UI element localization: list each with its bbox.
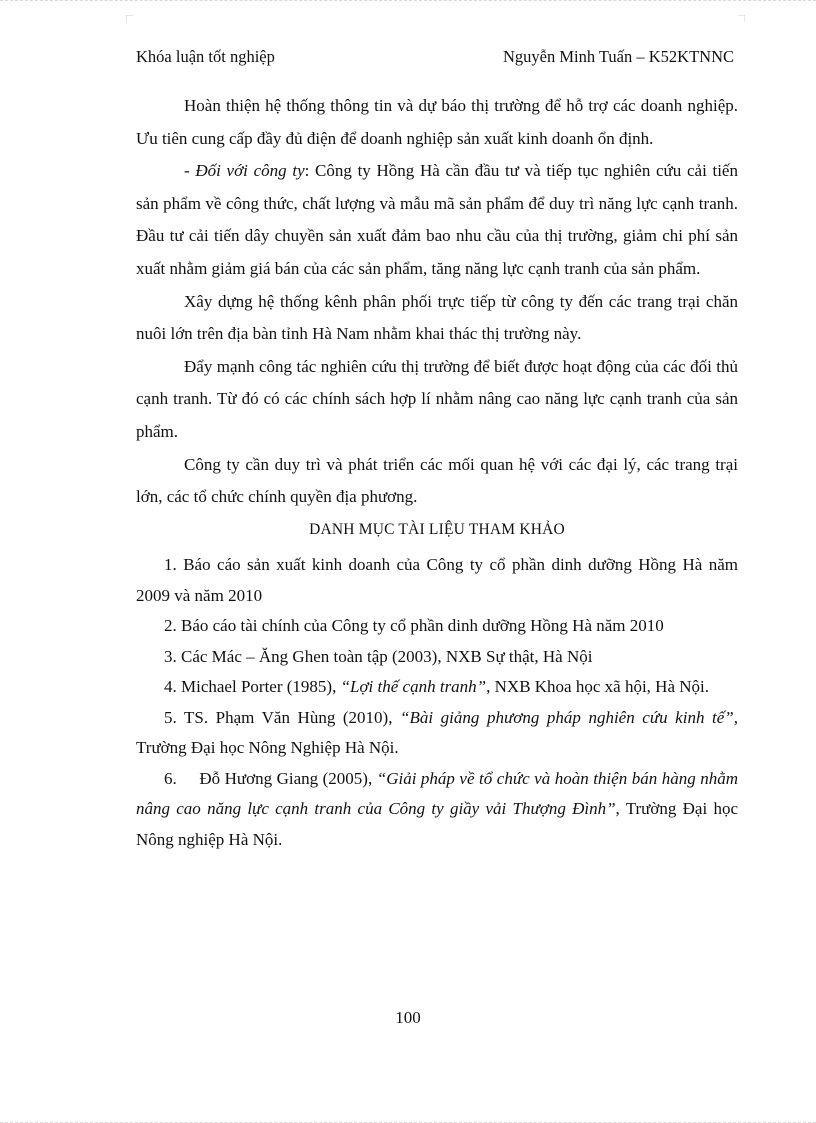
paragraph-text: : Công ty Hồng Hà cần đầu tư và tiếp tục nghiên cứu cải tiến sản phẩm về công thức, chất lượng và mẫu mã sản phẩm để duy trì năng lực cạnh tranh. Đầu tư cải tiến dây chuyền sản xuất đảm bao nhu cầu của thị trường, giảm chi phí sản xuất nhằm giảm giá bán của các sản phẩm, tăng năng lực cạnh tranh của sản phẩm.: [136, 161, 738, 278]
reference-title: “Lợi thế cạnh tranh”: [340, 677, 487, 697]
reference-item: [136, 642, 738, 673]
paragraph: [136, 155, 738, 285]
reference-number: 5.: [164, 707, 177, 727]
reference-publisher: , Trường Đại học Nông nghiệp Hà Nội.: [136, 799, 738, 849]
crop-mark-icon: [738, 15, 745, 22]
paragraph: Hoàn thiện hệ thống thông tin và dự báo thị trường để hỗ trợ các doanh nghiệp. Ưu tiên cung cấp đầy đủ điện để doanh nghiệp sản xuất kinh doanh ổn định.: [136, 96, 738, 148]
reference-text: Các Mác – Ăng Ghen toàn tập (2003), NXB Sự thật, Hà Nội: [181, 646, 593, 666]
reference-title: “Bài giảng phương pháp nghiên cứu kinh tế”: [400, 707, 734, 727]
document-body: [136, 90, 738, 855]
reference-text: Báo cáo tài chính của Công ty cổ phần dinh dưỡng Hồng Hà năm 2010: [181, 616, 664, 636]
reference-number: 3.: [164, 646, 177, 666]
reference-publisher: , Trường Đại học Nông Nghiệp Hà Nội.: [136, 707, 738, 758]
reference-text: Michael Porter (1985),: [181, 677, 341, 697]
reference-text: Đỗ Hương Giang (2005),: [199, 768, 377, 788]
references-heading: DANH MỤC TÀI LIỆU THAM KHẢO: [309, 520, 565, 538]
reference-text: TS. Phạm Văn Hùng (2010),: [184, 707, 401, 727]
paragraph: Đẩy mạnh công tác nghiên cứu thị trường để biết được hoạt động của các đối thủ cạnh tranh. Từ đó có các chính sách hợp lí nhằm nâng cao năng lực cạnh tranh của sản phẩm.: [136, 356, 738, 441]
reference-item: [136, 611, 738, 642]
paragraph: Xây dựng hệ thống kênh phân phối trực tiếp từ công ty đến các trang trại chăn nuôi lớn trên địa bàn tỉnh Hà Nam nhằm khai thác thị trường này.: [136, 291, 738, 344]
reference-number: 6.: [164, 768, 177, 788]
reference-title: “Giải pháp về tổ chức và hoàn thiện bán hàng nhằm nâng cao năng lực cạnh tranh của Công ty giầy vải Thượng Đình”: [136, 768, 739, 819]
reference-item: [136, 703, 738, 764]
header-left-text: Khóa luận tốt nghiệp: [136, 47, 275, 66]
reference-item: [136, 764, 738, 856]
paragraph-lead: - Đối với công ty: [184, 161, 305, 181]
paragraph: Công ty cần duy trì và phát triển các mối quan hệ với các đại lý, các trang trại lớn, các tổ chức chính quyền địa phương.: [136, 454, 738, 507]
page-header: [136, 47, 734, 71]
reference-item: [136, 672, 738, 703]
reference-number: 4.: [164, 677, 177, 697]
reference-publisher: , NXB Khoa học xã hội, Hà Nội.: [486, 677, 709, 697]
header-right-text: Nguyễn Minh Tuấn – K52KTNNC: [502, 47, 734, 66]
reference-item: [136, 550, 738, 611]
page-number: 100: [395, 1008, 421, 1027]
reference-number: 1.: [164, 555, 177, 575]
reference-text: Báo cáo sản xuất kinh doanh của Công ty cổ phần dinh dưỡng Hồng Hà năm 2009 và năm 2010: [136, 555, 739, 605]
crop-mark-icon: [126, 15, 133, 22]
reference-number: 2.: [164, 616, 177, 636]
